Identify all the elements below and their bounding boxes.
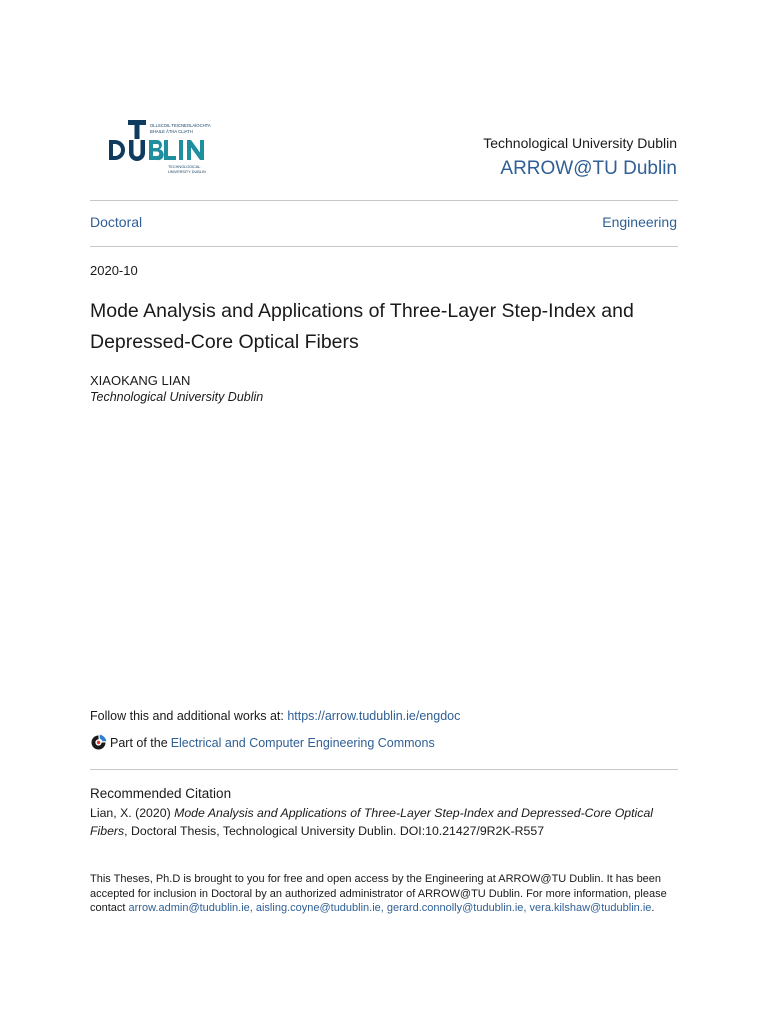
follow-line [90, 709, 460, 723]
nav-divider [90, 246, 678, 247]
institution-name: Technological University Dublin [483, 135, 677, 151]
citation-heading: Recommended Citation [90, 786, 232, 801]
part-of-prefix: Part of the [110, 735, 168, 750]
follow-prefix: Follow this and additional works at: [90, 709, 288, 723]
citation-divider [90, 769, 678, 770]
collection-link-engineering[interactable]: Engineering [602, 214, 677, 230]
follow-url-link[interactable]: https://arrow.tudublin.ie/engdoc [287, 709, 461, 723]
logo-english-line1: TECHNOLOGICAL [168, 165, 201, 169]
repository-link[interactable]: ARROW@TU Dublin [500, 158, 677, 179]
author-affiliation: Technological University Dublin [90, 390, 264, 404]
network-commons-icon [90, 734, 107, 751]
logo-english-line2: UNIVERSITY DUBLIN [168, 170, 206, 174]
access-text: This Theses, Ph.D is brought to you for free and open access by the Engineering at ARROW@TU Dublin. It has been accepted for inclusion in Doctoral by an authorized administrator of ARROW@TU Dublin. For more information, please contact [90, 873, 667, 915]
part-of-line [90, 734, 435, 751]
citation-suffix: , Doctoral Thesis, Technological University Dublin. DOI:10.21427/9R2K-R557 [124, 823, 545, 838]
tu-dublin-logo-graphic [92, 116, 216, 180]
collection-link-doctoral[interactable]: Doctoral [90, 214, 143, 230]
commons-link[interactable]: Electrical and Computer Engineering Commons [170, 735, 435, 750]
logo-irish-line1: OLLSCOIL TEICNEOLAÍOCHTA [150, 123, 211, 128]
contact-emails-link[interactable]: arrow.admin@tudublin.ie, aisling.coyne@tudublin.ie, gerard.connolly@tudublin.ie, vera.kilshaw@tudublin.ie [128, 902, 652, 915]
logo-irish-line2: BHAILE ÁTHA CLIATH [150, 129, 193, 134]
publication-date: 2020-10 [90, 263, 138, 278]
citation-prefix: Lian, X. (2020) [90, 806, 175, 820]
citation-text [90, 805, 680, 840]
citation-title: Mode Analysis and Applications of Three-Layer Step-Index and Depressed-Core Optical Fibers [90, 806, 654, 838]
tu-dublin-logo [92, 116, 216, 180]
access-end: . [651, 902, 655, 915]
header-divider [90, 200, 678, 201]
institution-block [483, 134, 677, 182]
open-access-statement [90, 872, 680, 916]
document-title: Mode Analysis and Applications of Three-Layer Step-Index and Depressed-Core Optical Fibers [90, 300, 634, 353]
author-name: XIAOKANG LIAN [90, 373, 191, 388]
